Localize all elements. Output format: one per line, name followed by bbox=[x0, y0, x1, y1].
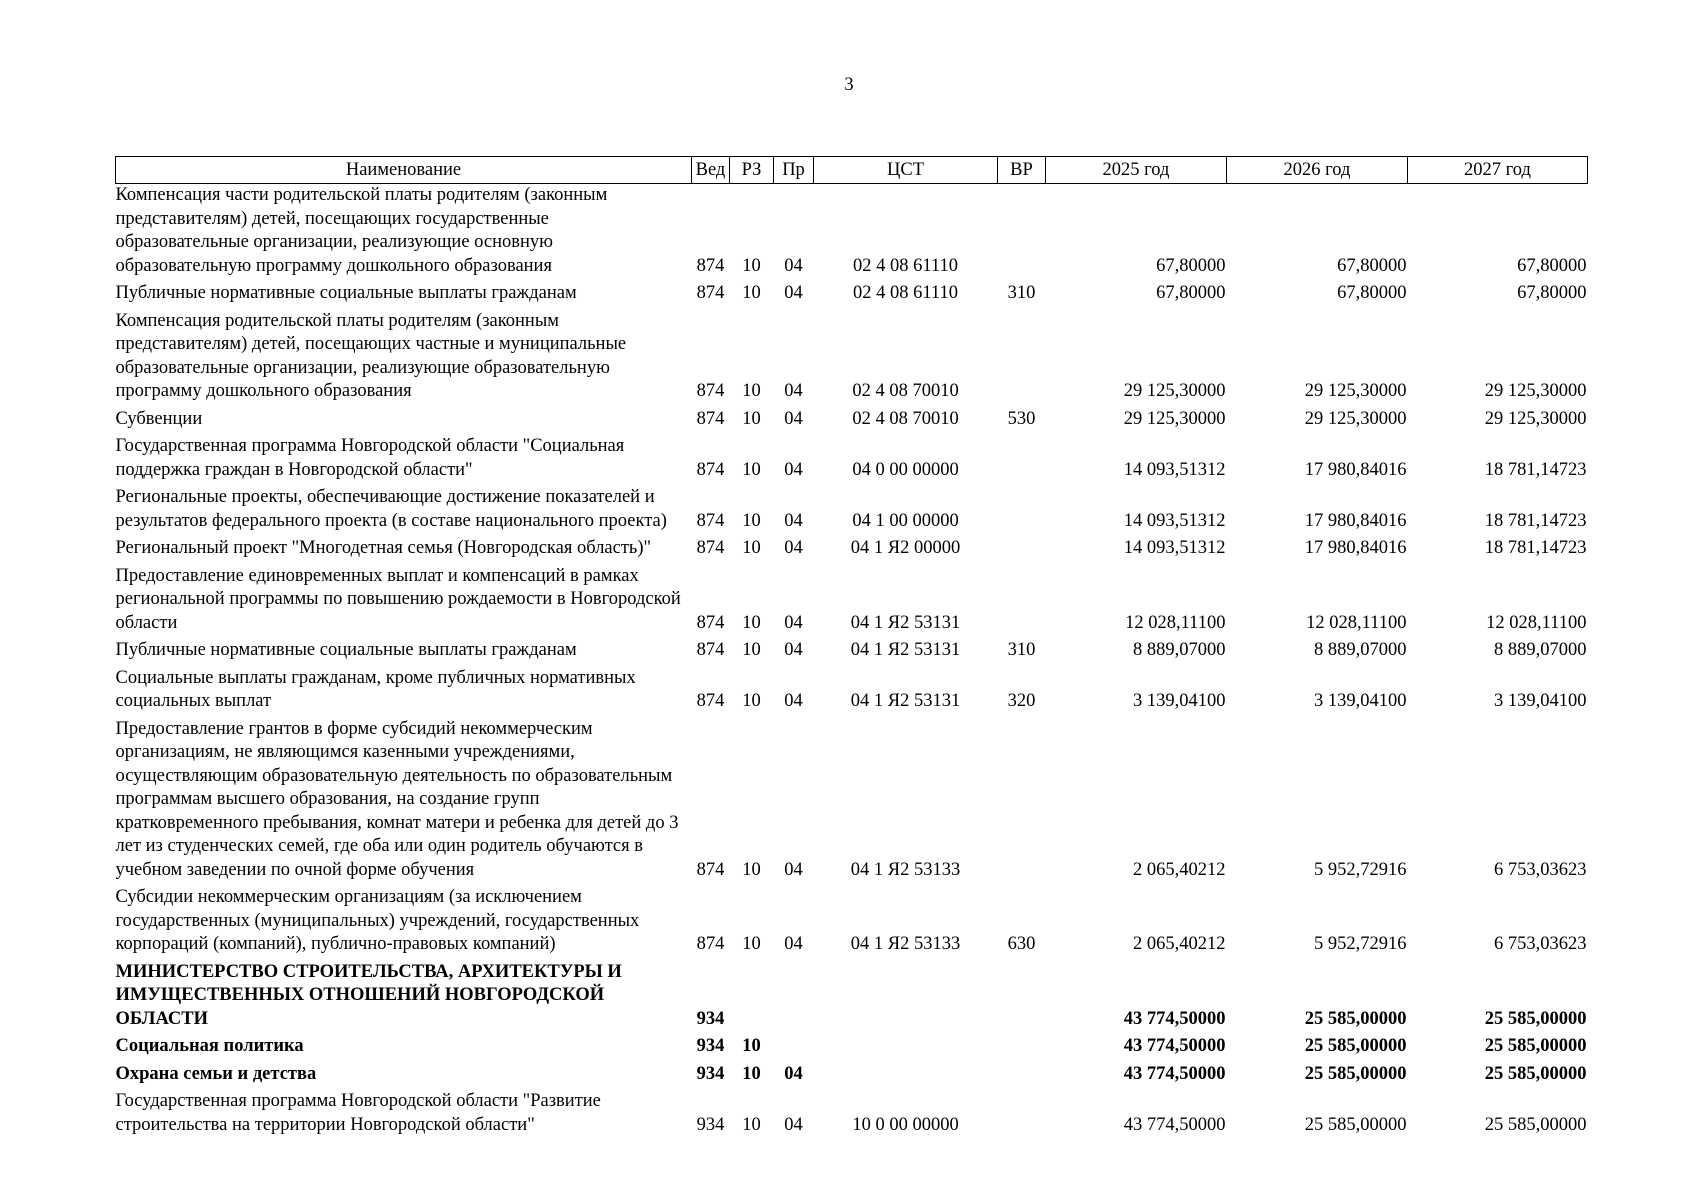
cell-vr: 630 bbox=[1007, 934, 1036, 954]
cell-rz: 10 bbox=[742, 459, 761, 480]
cell-cst: 04 1 00 00000 bbox=[852, 510, 959, 531]
cell-2026: 3 139,04100 bbox=[1314, 691, 1407, 711]
cell-rz: 10 bbox=[742, 1036, 761, 1056]
cell-cst: 02 4 08 70010 bbox=[852, 408, 959, 429]
cell-name: Региональный проект "Многодетная семья (Новгородская область)" bbox=[115, 538, 652, 558]
cell-pr: 04 bbox=[784, 859, 803, 880]
cell-cst: 04 1 Я2 53133 bbox=[850, 934, 961, 954]
table-header-row bbox=[116, 157, 1588, 184]
cell-name: Публичные нормативные социальные выплаты гражданам bbox=[115, 640, 577, 660]
cell-name: Публичные нормативные социальные выплаты гражданам bbox=[115, 283, 577, 303]
cell-vr bbox=[998, 1087, 1046, 1138]
cell-cst: 10 0 00 00000 bbox=[852, 1114, 959, 1135]
cell-cst bbox=[814, 1060, 998, 1088]
cell-2025: 43 774,50000 bbox=[1123, 1008, 1226, 1029]
cell-cst: 02 4 08 61110 bbox=[852, 283, 958, 303]
cell-cst: 02 4 08 70010 bbox=[852, 381, 959, 401]
cell-2025: 67,80000 bbox=[1156, 255, 1226, 276]
cell-2027: 67,80000 bbox=[1517, 283, 1587, 303]
cell-2025: 43 774,50000 bbox=[1123, 1114, 1226, 1135]
cell-name: Компенсация родительской платы родителям (законным представителям) детей, посещающих частные и муниципальные образовательные организации, реализующие образовательную программу дошкольного образования bbox=[115, 310, 627, 401]
cell-2026: 25 585,00000 bbox=[1304, 1114, 1407, 1135]
cell-2027: 29 125,30000 bbox=[1484, 381, 1587, 401]
cell-pr bbox=[774, 958, 814, 1033]
cell-ved: 874 bbox=[696, 255, 725, 276]
cell-vr bbox=[998, 184, 1046, 280]
cell-ved: 874 bbox=[696, 691, 725, 711]
cell-cst bbox=[814, 958, 998, 1033]
cell-2025: 3 139,04100 bbox=[1133, 691, 1226, 711]
header-vr: ВР bbox=[998, 157, 1046, 184]
cell-name: Социальные выплаты гражданам, кроме публичных нормативных социальных выплат bbox=[115, 667, 636, 711]
header-2027: 2027 год bbox=[1408, 157, 1588, 184]
cell-rz: 10 bbox=[742, 510, 761, 531]
cell-ved: 874 bbox=[696, 381, 725, 401]
cell-pr: 04 bbox=[784, 459, 803, 480]
cell-pr: 04 bbox=[784, 408, 803, 429]
cell-2026: 5 952,72916 bbox=[1314, 934, 1407, 954]
table-row bbox=[116, 405, 1588, 433]
cell-pr: 04 bbox=[784, 934, 803, 954]
cell-cst: 04 1 Я2 53131 bbox=[850, 691, 961, 711]
table-row bbox=[116, 534, 1588, 562]
cell-rz: 10 bbox=[742, 255, 761, 276]
table-row bbox=[116, 715, 1588, 884]
cell-2026: 25 585,00000 bbox=[1304, 1063, 1407, 1084]
table-body bbox=[116, 184, 1588, 1139]
header-name: Наименование bbox=[116, 157, 692, 184]
cell-vr bbox=[998, 1060, 1046, 1088]
cell-vr bbox=[998, 307, 1046, 405]
cell-2026: 25 585,00000 bbox=[1304, 1008, 1407, 1029]
cell-cst: 04 1 Я2 00000 bbox=[850, 538, 961, 558]
cell-pr: 04 bbox=[784, 612, 803, 633]
cell-vr bbox=[998, 483, 1046, 534]
table-row bbox=[116, 1060, 1588, 1088]
cell-vr: 310 bbox=[1007, 640, 1036, 660]
cell-2026: 5 952,72916 bbox=[1314, 859, 1407, 880]
cell-2025: 14 093,51312 bbox=[1123, 510, 1226, 531]
table-row bbox=[116, 184, 1588, 280]
cell-pr bbox=[774, 1032, 814, 1060]
cell-2027: 18 781,14723 bbox=[1484, 459, 1587, 480]
cell-vr: 530 bbox=[1007, 408, 1036, 429]
cell-pr: 04 bbox=[784, 381, 803, 401]
table-row bbox=[116, 883, 1588, 958]
cell-name: Региональные проекты, обеспечивающие достижение показателей и результатов федерального проекта (в составе национального проекта) bbox=[115, 487, 667, 531]
cell-2027: 29 125,30000 bbox=[1484, 408, 1587, 429]
cell-2027: 25 585,00000 bbox=[1484, 1036, 1587, 1056]
cell-pr: 04 bbox=[784, 640, 803, 660]
cell-2027: 3 139,04100 bbox=[1494, 691, 1587, 711]
table-row bbox=[116, 664, 1588, 715]
page-number: 3 bbox=[844, 75, 854, 95]
cell-rz: 10 bbox=[742, 538, 761, 558]
cell-2025: 12 028,11100 bbox=[1125, 612, 1226, 633]
header-rz: РЗ bbox=[730, 157, 774, 184]
cell-2026: 17 980,84016 bbox=[1304, 538, 1407, 558]
cell-ved: 874 bbox=[696, 459, 725, 480]
cell-vr bbox=[998, 432, 1046, 483]
header-pr: Пр bbox=[774, 157, 814, 184]
cell-2027: 6 753,03623 bbox=[1494, 934, 1587, 954]
cell-name: Компенсация части родительской платы родителям (законным представителям) детей, посещающих государственные образовательные организации, реализующие основную образовательную программу дошкольного образования bbox=[115, 185, 608, 276]
cell-pr: 04 bbox=[784, 283, 803, 303]
cell-rz: 10 bbox=[742, 381, 761, 401]
cell-vr: 310 bbox=[1007, 283, 1036, 303]
cell-2025: 29 125,30000 bbox=[1123, 408, 1226, 429]
cell-pr: 04 bbox=[784, 1114, 803, 1135]
cell-vr: 320 bbox=[1007, 691, 1036, 711]
header-cst: ЦСТ bbox=[814, 157, 998, 184]
table-row bbox=[116, 483, 1588, 534]
table-row bbox=[116, 958, 1588, 1033]
cell-2027: 67,80000 bbox=[1517, 255, 1587, 276]
cell-2025: 2 065,40212 bbox=[1133, 859, 1226, 880]
header-2025: 2025 год bbox=[1046, 157, 1227, 184]
cell-2027: 12 028,11100 bbox=[1486, 612, 1587, 633]
cell-name: Субсидии некоммерческим организациям (за исключением государственных (муниципальных) учреждений, государственных корпораций (компаний), публично-правовых компаний) bbox=[115, 887, 640, 954]
table-row bbox=[116, 1087, 1588, 1138]
cell-name: Предоставление единовременных выплат и компенсаций в рамках региональной программы по повышению рождаемости в Новгородской области bbox=[115, 565, 681, 633]
cell-ved: 874 bbox=[696, 538, 725, 558]
cell-pr: 04 bbox=[784, 538, 803, 558]
cell-rz: 10 bbox=[742, 612, 761, 633]
cell-pr: 04 bbox=[784, 510, 803, 531]
cell-2026: 17 980,84016 bbox=[1304, 510, 1407, 531]
cell-2025: 67,80000 bbox=[1156, 283, 1226, 303]
cell-2027: 6 753,03623 bbox=[1494, 859, 1587, 880]
cell-ved: 874 bbox=[696, 408, 725, 429]
cell-cst bbox=[814, 1032, 998, 1060]
cell-vr bbox=[998, 1032, 1046, 1060]
cell-2025: 14 093,51312 bbox=[1123, 538, 1226, 558]
cell-rz: 10 bbox=[742, 283, 761, 303]
cell-vr bbox=[998, 534, 1046, 562]
cell-2027: 25 585,00000 bbox=[1484, 1063, 1587, 1084]
cell-name: Субвенции bbox=[115, 408, 203, 429]
cell-2026: 25 585,00000 bbox=[1304, 1036, 1407, 1056]
cell-2025: 14 093,51312 bbox=[1123, 459, 1226, 480]
cell-name: МИНИСТЕРСТВО СТРОИТЕЛЬСТВА, АРХИТЕКТУРЫ И ИМУЩЕСТВЕННЫХ ОТНОШЕНИЙ НОВГОРОДСКОЙ ОБЛАСТИ bbox=[115, 961, 622, 1029]
cell-2026: 8 889,07000 bbox=[1314, 640, 1407, 660]
cell-rz: 10 bbox=[742, 1063, 761, 1084]
cell-rz: 10 bbox=[742, 1114, 761, 1135]
cell-2027: 18 781,14723 bbox=[1484, 510, 1587, 531]
cell-name: Охрана семьи и детства bbox=[115, 1063, 317, 1084]
cell-cst: 04 1 Я2 53131 bbox=[850, 612, 961, 633]
cell-name: Государственная программа Новгородской области "Социальная поддержка граждан в Новгородской области" bbox=[115, 436, 625, 480]
cell-ved: 874 bbox=[696, 640, 725, 660]
cell-2027: 25 585,00000 bbox=[1484, 1008, 1587, 1029]
cell-cst: 04 1 Я2 53133 bbox=[850, 859, 961, 880]
cell-2027: 25 585,00000 bbox=[1484, 1114, 1587, 1135]
header-2026: 2026 год bbox=[1227, 157, 1408, 184]
cell-name: Предоставление грантов в форме субсидий некоммерческим организациям, не являющимся казенными учреждениями, осуществляющим образовательную деятельность по образовательным программам высшего образования, на создание групп кратковременного пребывания, комнат матери и ребенка для детей до 3 лет из студенческих семей, где оба или один родитель обучаются в учебном заведении по очной форме обучения bbox=[115, 718, 679, 880]
cell-cst: 04 0 00 00000 bbox=[852, 459, 959, 480]
table-row bbox=[116, 307, 1588, 405]
cell-ved: 934 bbox=[696, 1114, 725, 1135]
cell-2025: 43 774,50000 bbox=[1123, 1036, 1226, 1056]
cell-rz: 10 bbox=[742, 934, 761, 954]
cell-ved: 934 bbox=[696, 1036, 725, 1056]
budget-table bbox=[115, 156, 1588, 1138]
cell-pr: 04 bbox=[784, 255, 803, 276]
cell-rz: 10 bbox=[742, 859, 761, 880]
cell-name: Социальная политика bbox=[115, 1036, 304, 1056]
table-row bbox=[116, 432, 1588, 483]
cell-2027: 8 889,07000 bbox=[1494, 640, 1587, 660]
table-row bbox=[116, 562, 1588, 637]
cell-rz: 10 bbox=[742, 640, 761, 660]
cell-cst: 02 4 08 61110 bbox=[852, 255, 958, 276]
cell-2027: 18 781,14723 bbox=[1484, 538, 1587, 558]
cell-ved: 874 bbox=[696, 859, 725, 880]
cell-rz: 10 bbox=[742, 408, 761, 429]
cell-cst: 04 1 Я2 53131 bbox=[850, 640, 961, 660]
cell-2026: 29 125,30000 bbox=[1304, 381, 1407, 401]
cell-2025: 8 889,07000 bbox=[1133, 640, 1226, 660]
cell-ved: 874 bbox=[696, 283, 725, 303]
cell-2025: 29 125,30000 bbox=[1123, 381, 1226, 401]
cell-rz: 10 bbox=[742, 691, 761, 711]
cell-vr bbox=[998, 715, 1046, 884]
table-row bbox=[116, 1032, 1588, 1060]
cell-ved: 874 bbox=[696, 612, 725, 633]
cell-name: Государственная программа Новгородской области "Развитие строительства на территории Новгородской области" bbox=[115, 1091, 601, 1135]
cell-2026: 12 028,11100 bbox=[1306, 612, 1407, 633]
table-row bbox=[116, 636, 1588, 664]
cell-2025: 43 774,50000 bbox=[1123, 1063, 1226, 1084]
cell-ved: 934 bbox=[696, 1008, 725, 1029]
cell-ved: 874 bbox=[696, 934, 725, 954]
cell-2026: 29 125,30000 bbox=[1304, 408, 1407, 429]
cell-vr bbox=[998, 958, 1046, 1033]
cell-ved: 874 bbox=[696, 510, 725, 531]
cell-vr bbox=[998, 562, 1046, 637]
cell-2026: 67,80000 bbox=[1337, 255, 1407, 276]
header-ved: Вед bbox=[692, 157, 730, 184]
cell-2026: 67,80000 bbox=[1337, 283, 1407, 303]
cell-ved: 934 bbox=[696, 1063, 725, 1084]
cell-2026: 17 980,84016 bbox=[1304, 459, 1407, 480]
cell-pr: 04 bbox=[784, 691, 803, 711]
cell-pr: 04 bbox=[784, 1063, 803, 1084]
cell-2025: 2 065,40212 bbox=[1133, 934, 1226, 954]
table-row bbox=[116, 279, 1588, 307]
cell-rz bbox=[730, 958, 774, 1033]
